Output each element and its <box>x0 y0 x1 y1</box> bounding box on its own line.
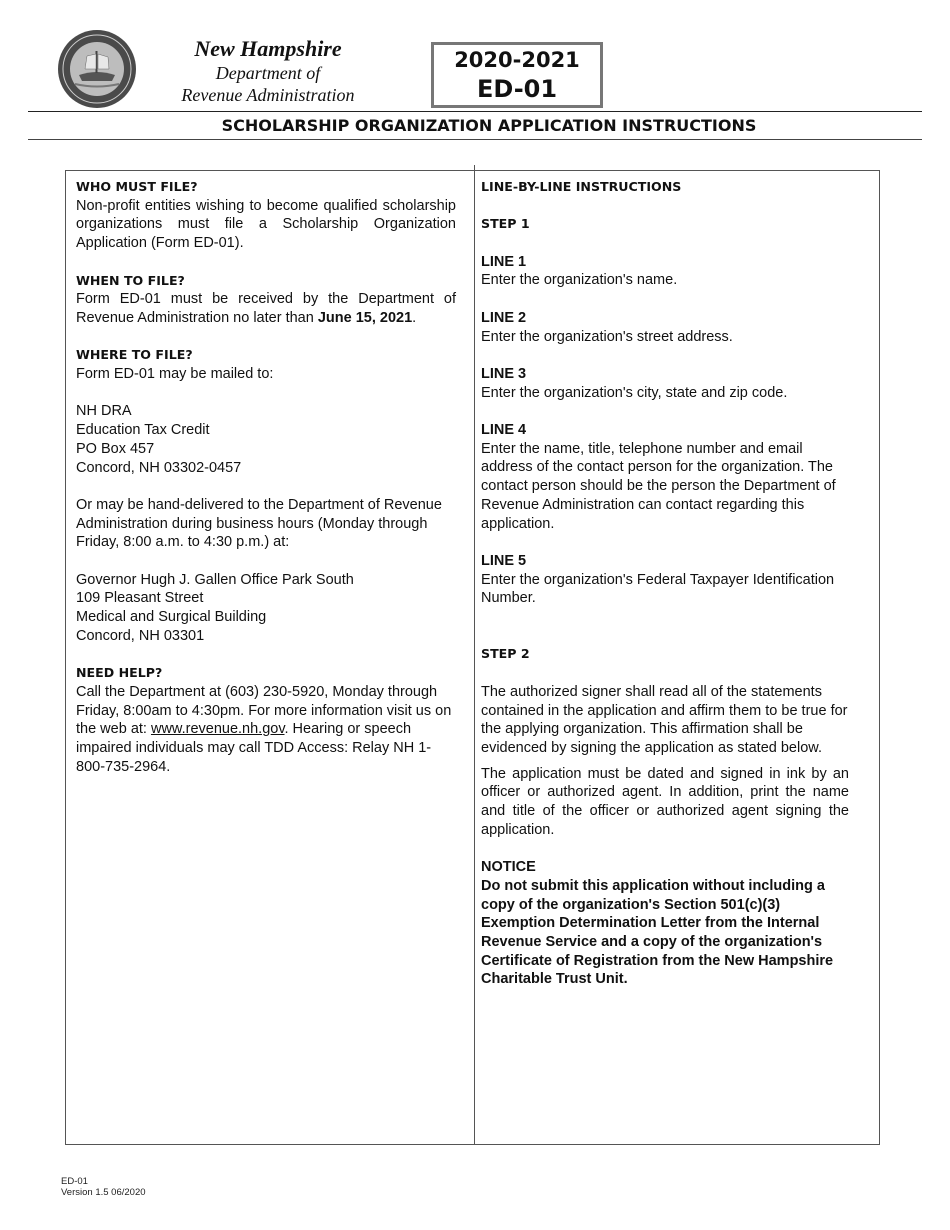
agency-name <box>150 36 386 106</box>
office-address-line: Governor Hugh J. Gallen Office Park South <box>76 571 354 588</box>
step-2-signing-text: The application must be dated and signed in ink by an officer or authorized agent. In addition, print the name and title of the officer or authorized agent signing the application. <box>481 765 849 838</box>
mailing-address-line: NH DRA <box>76 403 132 420</box>
department-line-2: Revenue Administration <box>181 85 355 105</box>
need-help-text: Call the Department at (603) 230-5920, Monday through Friday, 8:00am to 4:30pm. For more information visit us on the web at: www.revenue.nh.gov. Hearing or speech impaired individuals may call TDD Access: Relay NH 1-800-735-2964. <box>76 683 452 775</box>
step-1-heading: STEP 1 <box>481 216 530 232</box>
office-address <box>76 571 456 646</box>
step-2-affirmation-text: The authorized signer shall read all of the statements contained in the application and affirm them to be true for the applying organization. This affirmation shall be evidenced by signing the application as stated below. <box>481 683 848 756</box>
footer-version: Version 1.5 06/2020 <box>61 1187 146 1198</box>
line-2-label: LINE 2 <box>481 309 527 326</box>
line-5-label: LINE 5 <box>481 552 527 569</box>
who-must-file-text: Non-profit entities wishing to become qualified scholarship organizations must file a Scholarship Organization Application (Form ED-01). <box>76 197 456 252</box>
hand-delivery-text: Or may be hand-delivered to the Department of Revenue Administration during business hours (Monday through Friday, 8:00 a.m. to 4:30 p.m.) at: <box>76 496 442 551</box>
notice-label: NOTICE <box>481 859 536 876</box>
line-2-text: Enter the organization's street address. <box>481 328 733 345</box>
where-to-file-heading: WHERE TO FILE? <box>76 347 193 363</box>
line-4-label: LINE 4 <box>481 422 527 439</box>
footer-form-id: ED-01 <box>61 1176 88 1187</box>
need-help-heading: NEED HELP? <box>76 665 163 681</box>
website-link[interactable]: www.revenue.nh.gov <box>150 721 285 738</box>
deadline-date: June 15, 2021 <box>317 309 413 326</box>
line-1-label: LINE 1 <box>481 253 527 270</box>
page-footer <box>61 1176 146 1198</box>
mailing-address-line: PO Box 457 <box>76 440 155 457</box>
state-name: New Hampshire <box>194 36 342 61</box>
line-1-text: Enter the organization's name. <box>481 272 678 289</box>
office-address-line: 109 Pleasant Street <box>76 590 204 607</box>
office-address-line: Medical and Surgical Building <box>76 609 267 626</box>
line-by-line-heading: LINE-BY-LINE INSTRUCTIONS <box>481 179 682 194</box>
document-title: SCHOLARSHIP ORGANIZATION APPLICATION INSTRUCTIONS <box>221 116 757 135</box>
office-address-line: Concord, NH 03301 <box>76 627 205 644</box>
where-to-file-text: Form ED-01 may be mailed to: <box>76 366 274 382</box>
mailing-address-line: Concord, NH 03302-0457 <box>76 459 242 476</box>
form-id-box <box>431 42 603 108</box>
left-column <box>76 178 456 776</box>
mailing-address <box>76 402 456 477</box>
who-must-file-heading: WHO MUST FILE? <box>76 179 198 194</box>
form-number: ED-01 <box>476 75 558 103</box>
header-rule-bottom <box>28 139 922 140</box>
line-5-text: Enter the organization's Federal Taxpayer Identification Number. <box>481 571 835 607</box>
when-to-file-text: Form ED-01 must be received by the Department of Revenue Administration no later than June 15, 2021. <box>76 291 456 326</box>
right-column <box>481 178 849 989</box>
state-seal-icon <box>57 29 137 109</box>
line-3-label: LINE 3 <box>481 365 527 382</box>
step-2-heading: STEP 2 <box>481 646 530 662</box>
column-divider <box>474 165 475 1145</box>
line-3-text: Enter the organization's city, state and zip code. <box>481 384 788 401</box>
form-year: 2020-2021 <box>454 48 580 72</box>
when-to-file-heading: WHEN TO FILE? <box>76 272 185 288</box>
header-rule-top <box>28 111 922 112</box>
line-4-text: Enter the name, title, telephone number and email address of the contact person for the organization. The contact person should be the person the Department of Revenue Administration can contact regarding this application. <box>481 440 836 532</box>
notice-text: Do not submit this application without including a copy of the organization's Section 501(c)(3) Exemption Determination Letter from the Internal Revenue Service and a copy of the organization's Certificate of Registration from the New Hampshire Charitable Trust Unit. <box>481 877 834 988</box>
department-line-1: Department of <box>215 63 321 83</box>
mailing-address-line: Education Tax Credit <box>76 422 210 439</box>
